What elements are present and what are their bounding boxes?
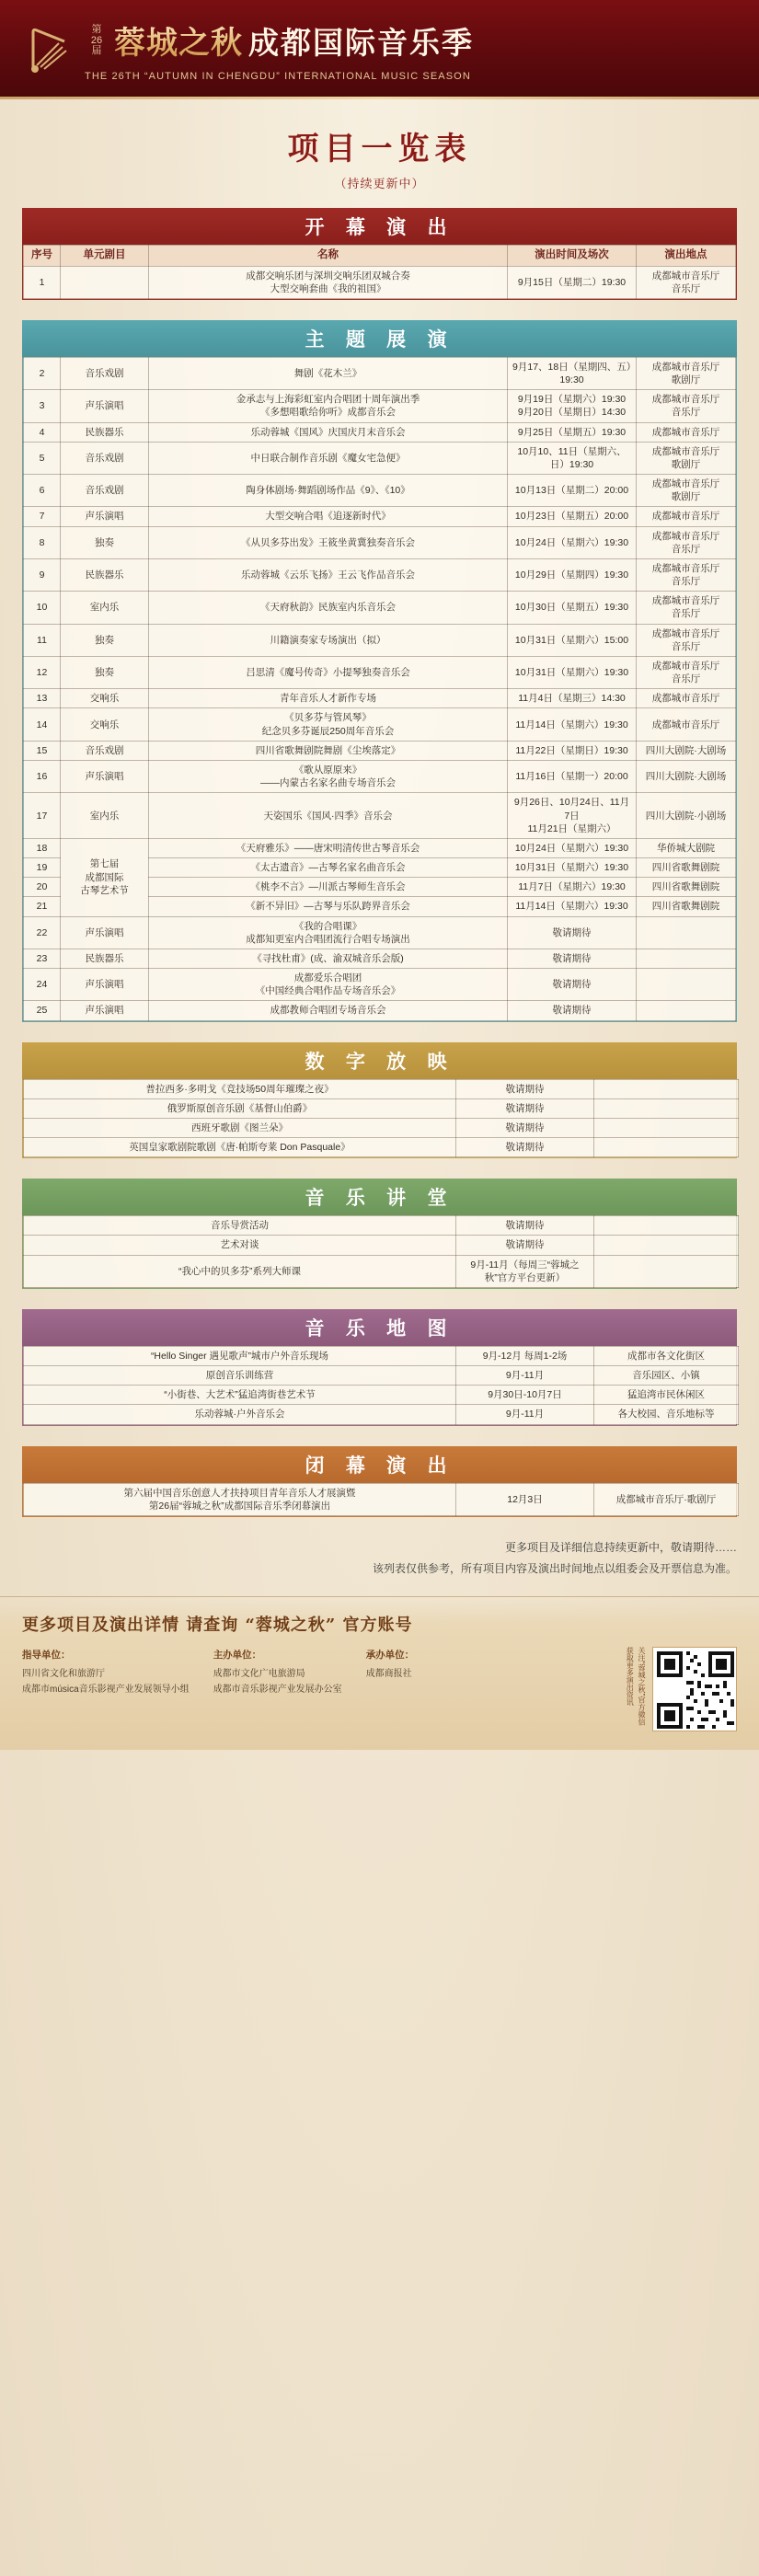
cell-no: 15 xyxy=(24,741,61,760)
cell-place: 华侨城大剧院 xyxy=(637,838,736,857)
digital-table xyxy=(23,1079,739,1158)
cell-name: 《歌从原原来》 ——内蒙古名家名曲专场音乐会 xyxy=(149,760,508,792)
cell-no: 18 xyxy=(24,838,61,857)
cell-place xyxy=(637,949,736,968)
cell-no: 20 xyxy=(24,878,61,897)
cell-time: 敬请期待 xyxy=(508,949,637,968)
cell-no: 8 xyxy=(24,526,61,558)
cell-time: 10月29日（星期四）19:30 xyxy=(508,558,637,591)
cell-unit: 音乐戏剧 xyxy=(61,357,149,389)
cell-place: 成都城市音乐厅 歌剧厅 xyxy=(637,475,736,507)
cell-time: 9月-12月 每周1-2场 xyxy=(456,1346,594,1365)
cell-no: 2 xyxy=(24,357,61,389)
cell-name: 青年音乐人才新作专场 xyxy=(149,689,508,708)
cell-unit: 交响乐 xyxy=(61,708,149,741)
section-heading: 数 字 放 映 xyxy=(22,1042,737,1079)
col-place: 演出地点 xyxy=(637,246,736,267)
table-row xyxy=(24,916,736,949)
cell-time: 10月24日（星期六）19:30 xyxy=(508,526,637,558)
music-season-logo-icon xyxy=(24,23,75,76)
table-row xyxy=(24,838,736,857)
cell-place: 成都城市音乐厅 音乐厅 xyxy=(637,592,736,624)
cell-time: 10月31日（星期六）15:00 xyxy=(508,624,637,656)
table-row xyxy=(24,1098,739,1118)
cell-place: 成都城市音乐厅 音乐厅 xyxy=(637,266,736,298)
cell-unit: 声乐演唱 xyxy=(61,1001,149,1020)
cell-no: 9 xyxy=(24,558,61,591)
table-row xyxy=(24,1255,739,1287)
cell-place xyxy=(594,1216,739,1236)
cell-no: 17 xyxy=(24,793,61,839)
cell-place: 成都城市音乐厅 音乐厅 xyxy=(637,390,736,422)
footer-col-head: 主办单位： xyxy=(213,1649,262,1661)
cell-place xyxy=(637,1001,736,1020)
cell-unit: 声乐演唱 xyxy=(61,969,149,1001)
footer-col-host xyxy=(213,1647,342,1698)
cell-name: 四川省歌舞剧院舞剧《尘埃落定》 xyxy=(149,741,508,760)
section-heading: 音 乐 讲 堂 xyxy=(22,1179,737,1215)
cell-time: 9月26日、10月24日、11月7日 11月21日（星期六） xyxy=(508,793,637,839)
cell-name: 川籍演奏家专场演出（拟） xyxy=(149,624,508,656)
table-row xyxy=(24,558,736,591)
cell-time: 11月22日（星期日）19:30 xyxy=(508,741,637,760)
cell-no: 12 xyxy=(24,656,61,688)
table-row xyxy=(24,1001,736,1020)
cell-time: 9月-11月 xyxy=(456,1405,594,1424)
cell-name: 《天府秋韵》民族室内乐音乐会 xyxy=(149,592,508,624)
table-row xyxy=(24,442,736,474)
cell-place: 四川大剧院·大剧场 xyxy=(637,760,736,792)
section-digital xyxy=(22,1042,737,1159)
cell-time: 10月30日（星期五）19:30 xyxy=(508,592,637,624)
cell-name: 英国皇家歌剧院歌剧《唐·帕斯夸莱 Don Pasquale》 xyxy=(24,1138,456,1157)
cell-name: 原创音乐训练营 xyxy=(24,1366,456,1386)
cell-name: 《天府雅乐》——唐宋明清传世古琴音乐会 xyxy=(149,838,508,857)
cell-name: 舞剧《花木兰》 xyxy=(149,357,508,389)
cell-unit: 独奏 xyxy=(61,656,149,688)
cell-no: 21 xyxy=(24,897,61,916)
cell-no: 11 xyxy=(24,624,61,656)
cell-place xyxy=(637,916,736,949)
cell-name: 《寻找杜甫》(成、渝双城音乐会版) xyxy=(149,949,508,968)
table-row xyxy=(24,1346,739,1365)
col-unit: 单元剧目 xyxy=(61,246,149,267)
qr-block xyxy=(623,1647,737,1731)
cell-name: 中日联合制作音乐剧《魔女宅急便》 xyxy=(149,442,508,474)
table-row xyxy=(24,760,736,792)
cell-place: 成都城市音乐厅 xyxy=(637,708,736,741)
cell-name: 普拉西多·多明戈《竞技场50周年璀璨之夜》 xyxy=(24,1079,456,1098)
cell-place: 成都城市音乐厅 xyxy=(637,507,736,526)
cell-place: 成都城市音乐厅 音乐厅 xyxy=(637,558,736,591)
cell-name: “Hello Singer 遇见歌声”城市户外音乐现场 xyxy=(24,1346,456,1365)
footer-col-line: 四川省文化和旅游厅 xyxy=(22,1668,105,1679)
cell-place: 成都城市音乐厅 歌剧厅 xyxy=(637,442,736,474)
cell-name: 吕思清《魔号传奇》小提琴独奏音乐会 xyxy=(149,656,508,688)
section-heading: 闭 幕 演 出 xyxy=(22,1446,737,1483)
cell-name: “小街巷、大艺术”猛追湾街巷艺术节 xyxy=(24,1386,456,1405)
cell-unit: 第七届 成都国际 古琴艺术节 xyxy=(61,838,149,916)
table-row xyxy=(24,741,736,760)
table-row xyxy=(24,390,736,422)
table-row xyxy=(24,793,736,839)
cell-place: 成都城市音乐厅·歌剧厅 xyxy=(594,1483,739,1515)
cell-place: 四川省歌舞剧院 xyxy=(637,858,736,878)
table-row xyxy=(24,708,736,741)
cell-place: 成都市各文化街区 xyxy=(594,1346,739,1365)
table-row xyxy=(24,1216,739,1236)
cell-unit: 音乐戏剧 xyxy=(61,741,149,760)
brand-title-cn: 蓉城之秋 xyxy=(114,17,243,63)
footer-title: 更多项目及演出详情 请查询 “蓉城之秋” 官方账号 xyxy=(22,1615,413,1635)
cell-unit: 交响乐 xyxy=(61,689,149,708)
table-row xyxy=(24,266,736,298)
cell-name: 俄罗斯原创音乐剧《基督山伯爵》 xyxy=(24,1098,456,1118)
section-map xyxy=(22,1309,737,1426)
cell-time: 敬请期待 xyxy=(508,969,637,1001)
page-title-block xyxy=(0,99,759,208)
cell-unit: 声乐演唱 xyxy=(61,916,149,949)
cell-no: 5 xyxy=(24,442,61,474)
cell-time: 敬请期待 xyxy=(456,1098,594,1118)
cell-no: 1 xyxy=(24,266,61,298)
cell-name: 音乐导赏活动 xyxy=(24,1216,456,1236)
footer-col-line: 成都市文化广电旅游局 xyxy=(213,1668,305,1679)
cell-place: 猛追湾市民休闲区 xyxy=(594,1386,739,1405)
cell-time: 敬请期待 xyxy=(508,916,637,949)
table-row xyxy=(24,1366,739,1386)
cell-time: 9月19日（星期六）19:30 9月20日（星期日）14:30 xyxy=(508,390,637,422)
section-heading: 主 题 展 演 xyxy=(22,320,737,357)
table-row xyxy=(24,507,736,526)
cell-place: 成都城市音乐厅 音乐厅 xyxy=(637,624,736,656)
cell-time: 10月31日（星期六）19:30 xyxy=(508,656,637,688)
cell-unit: 民族器乐 xyxy=(61,558,149,591)
footer-col-line: 成都商报社 xyxy=(365,1668,412,1679)
cell-place: 四川省歌舞剧院 xyxy=(637,897,736,916)
cell-unit: 声乐演唱 xyxy=(61,507,149,526)
cell-place xyxy=(594,1098,739,1118)
cell-name: 《从贝多芬出发》王筱坐黄冀独奏音乐会 xyxy=(149,526,508,558)
cell-no: 6 xyxy=(24,475,61,507)
table-row xyxy=(24,1236,739,1255)
map-table xyxy=(23,1346,739,1425)
footer-col-head: 指导单位： xyxy=(22,1649,71,1661)
footer-col-organizer xyxy=(366,1647,415,1683)
footer-col-head: 承办单位： xyxy=(365,1649,415,1661)
qr-caption: 关注“蓉城之秋”官方微信 获取更多演出资讯 xyxy=(626,1646,646,1725)
edition-label: 第 26 届 xyxy=(90,24,103,57)
section-lecture xyxy=(22,1179,737,1289)
cell-unit: 独奏 xyxy=(61,624,149,656)
cell-no: 14 xyxy=(24,708,61,741)
cell-unit: 民族器乐 xyxy=(61,422,149,442)
header-banner xyxy=(0,0,759,99)
lecture-table xyxy=(23,1215,739,1288)
footer-col-line: 成都市música音乐影视产业发展领导小组 xyxy=(22,1685,190,1696)
page-title: 项目一览表 xyxy=(287,131,472,167)
cell-name: 陶身体剧场·舞蹈剧场作品《9》、《10》 xyxy=(149,475,508,507)
cell-time: 敬请期待 xyxy=(456,1079,594,1098)
cell-name: 西班牙歌剧《图兰朵》 xyxy=(24,1118,456,1137)
cell-time: 11月14日（星期六）19:30 xyxy=(508,708,637,741)
section-heading: 开 幕 演 出 xyxy=(22,208,737,245)
cell-place: 成都城市音乐厅 xyxy=(637,422,736,442)
cell-name: 成都教师合唱团专场音乐会 xyxy=(149,1001,508,1020)
footnote-line: 更多项目及详细信息持续更新中，敬请期待…… xyxy=(504,1540,737,1554)
cell-place: 各大校园、音乐地标等 xyxy=(594,1405,739,1424)
cell-no: 13 xyxy=(24,689,61,708)
cell-unit: 音乐戏剧 xyxy=(61,442,149,474)
table-row xyxy=(24,689,736,708)
cell-time: 12月3日 xyxy=(456,1483,594,1515)
cell-time: 9月25日（星期五）19:30 xyxy=(508,422,637,442)
cell-unit: 民族器乐 xyxy=(61,949,149,968)
table-row xyxy=(24,526,736,558)
col-no: 序号 xyxy=(24,246,61,267)
cell-place: 四川省歌舞剧院 xyxy=(637,878,736,897)
cell-place: 成都城市音乐厅 音乐厅 xyxy=(637,526,736,558)
cell-time: 9月-11月（每周三“蓉城之秋”官方平台更新） xyxy=(456,1255,594,1287)
footer-col-guidance xyxy=(22,1647,190,1698)
cell-time: 敬请期待 xyxy=(508,1001,637,1020)
cell-place xyxy=(594,1118,739,1137)
cell-place xyxy=(594,1138,739,1157)
section-opening xyxy=(22,208,737,300)
brand-title-cn2: 成都国际音乐季 xyxy=(248,25,474,61)
cell-no: 4 xyxy=(24,422,61,442)
cell-no: 24 xyxy=(24,969,61,1001)
cell-place xyxy=(594,1255,739,1287)
section-heading: 音 乐 地 图 xyxy=(22,1309,737,1346)
cell-unit: 音乐戏剧 xyxy=(61,475,149,507)
cell-name: 乐动蓉城《国风》庆国庆月末音乐会 xyxy=(149,422,508,442)
cell-place xyxy=(594,1236,739,1255)
table-row xyxy=(24,949,736,968)
cell-time: 敬请期待 xyxy=(456,1118,594,1137)
cell-unit: 室内乐 xyxy=(61,592,149,624)
section-closing xyxy=(22,1446,737,1517)
cell-no: 23 xyxy=(24,949,61,968)
table-row xyxy=(24,1118,739,1137)
cell-name: 大型交响合唱《追逐新时代》 xyxy=(149,507,508,526)
cell-time: 9月15日（星期二）19:30 xyxy=(508,266,637,298)
cell-time: 10月23日（星期五）20:00 xyxy=(508,507,637,526)
cell-time: 9月-11月 xyxy=(456,1366,594,1386)
cell-time: 10月24日（星期六）19:30 xyxy=(508,838,637,857)
cell-no: 3 xyxy=(24,390,61,422)
cell-no: 25 xyxy=(24,1001,61,1020)
cell-name: 《桃李不言》—川派古琴师生音乐会 xyxy=(149,878,508,897)
cell-time: 敬请期待 xyxy=(456,1236,594,1255)
qr-code-icon[interactable] xyxy=(652,1647,737,1731)
cell-time: 11月16日（星期一）20:00 xyxy=(508,760,637,792)
footer xyxy=(0,1596,759,1750)
cell-name: 《贝多芬与管风琴》 纪念贝多芬诞辰250周年音乐会 xyxy=(149,708,508,741)
closing-table xyxy=(23,1483,739,1516)
cell-place: 四川大剧院·小剧场 xyxy=(637,793,736,839)
col-name: 名称 xyxy=(149,246,508,267)
brand-title-en: THE 26TH “AUTUMN IN CHENGDU” INTERNATIONAL MUSIC SEASON xyxy=(85,71,471,82)
cell-no: 10 xyxy=(24,592,61,624)
cell-place: 成都城市音乐厅 歌剧厅 xyxy=(637,357,736,389)
table-row xyxy=(24,656,736,688)
table-row xyxy=(24,357,736,389)
cell-name: 《我的合唱课》 成都知更室内合唱团流行合唱专场演出 xyxy=(149,916,508,949)
cell-name: 《新不异旧》—古琴与乐队跨界音乐会 xyxy=(149,897,508,916)
cell-name: 艺术对谈 xyxy=(24,1236,456,1255)
cell-unit: 室内乐 xyxy=(61,793,149,839)
cell-name: 天姿国乐《国风·四季》音乐会 xyxy=(149,793,508,839)
cell-unit: 声乐演唱 xyxy=(61,390,149,422)
cell-name: 乐动蓉城《云乐飞扬》王云飞作品音乐会 xyxy=(149,558,508,591)
cell-name: 金承志与上海彩虹室内合唱团十周年演出季 《多想唱歌给你听》成都音乐会 xyxy=(149,390,508,422)
page-subtitle: （持续更新中） xyxy=(334,177,425,190)
table-row xyxy=(24,592,736,624)
cell-unit xyxy=(61,266,149,298)
cell-name: 成都爱乐合唱团 《中国经典合唱作品专场音乐会》 xyxy=(149,969,508,1001)
table-row xyxy=(24,969,736,1001)
section-theme xyxy=(22,320,737,1022)
cell-name: 成都交响乐团与深圳交响乐团双城合奏 大型交响套曲《我的祖国》 xyxy=(149,266,508,298)
table-row xyxy=(24,422,736,442)
cell-time: 10月10、11日（星期六、日）19:30 xyxy=(508,442,637,474)
cell-time: 11月14日（星期六）19:30 xyxy=(508,897,637,916)
cell-time: 10月31日（星期六）19:30 xyxy=(508,858,637,878)
table-row xyxy=(24,624,736,656)
cell-no: 16 xyxy=(24,760,61,792)
cell-time: 9月30日-10月7日 xyxy=(456,1386,594,1405)
cell-name: “我心中的贝多芬”系列大师课 xyxy=(24,1255,456,1287)
table-row xyxy=(24,1079,739,1098)
cell-place: 成都城市音乐厅 音乐厅 xyxy=(637,656,736,688)
cell-time: 9月17、18日（星期四、五）19:30 xyxy=(508,357,637,389)
cell-place: 四川大剧院·大剧场 xyxy=(637,741,736,760)
theme-table xyxy=(23,357,736,1021)
cell-time: 11月7日（星期六）19:30 xyxy=(508,878,637,897)
cell-time: 敬请期待 xyxy=(456,1138,594,1157)
table-row xyxy=(24,1138,739,1157)
cell-no: 22 xyxy=(24,916,61,949)
footer-col-line: 成都市音乐影视产业发展办公室 xyxy=(213,1685,342,1696)
cell-unit: 独奏 xyxy=(61,526,149,558)
cell-time: 敬请期待 xyxy=(456,1216,594,1236)
table-row xyxy=(24,1405,739,1424)
cell-time: 11月4日（星期三）14:30 xyxy=(508,689,637,708)
cell-name: 第六届中国音乐创意人才扶持项目青年音乐人才展演暨 第26届“蓉城之秋”成都国际音乐季闭幕演出 xyxy=(24,1483,456,1515)
table-row xyxy=(24,1483,739,1515)
cell-place xyxy=(637,969,736,1001)
cell-name: 《太古遗音》—古琴名家名曲音乐会 xyxy=(149,858,508,878)
cell-place: 音乐园区、小镇 xyxy=(594,1366,739,1386)
cell-place xyxy=(594,1079,739,1098)
table-row xyxy=(24,475,736,507)
cell-name: 乐动蓉城·户外音乐会 xyxy=(24,1405,456,1424)
footnote-line: 该列表仅供参考，所有项目内容及演出时间地点以组委会及开票信息为准。 xyxy=(372,1561,737,1575)
footnotes xyxy=(22,1537,737,1580)
cell-unit: 声乐演唱 xyxy=(61,760,149,792)
opening-table xyxy=(23,245,736,299)
table-row xyxy=(24,1386,739,1405)
col-time: 演出时间及场次 xyxy=(508,246,637,267)
cell-no: 19 xyxy=(24,858,61,878)
cell-place: 成都城市音乐厅 xyxy=(637,689,736,708)
cell-time: 10月13日（星期二）20:00 xyxy=(508,475,637,507)
table-header-row xyxy=(24,246,736,267)
cell-no: 7 xyxy=(24,507,61,526)
